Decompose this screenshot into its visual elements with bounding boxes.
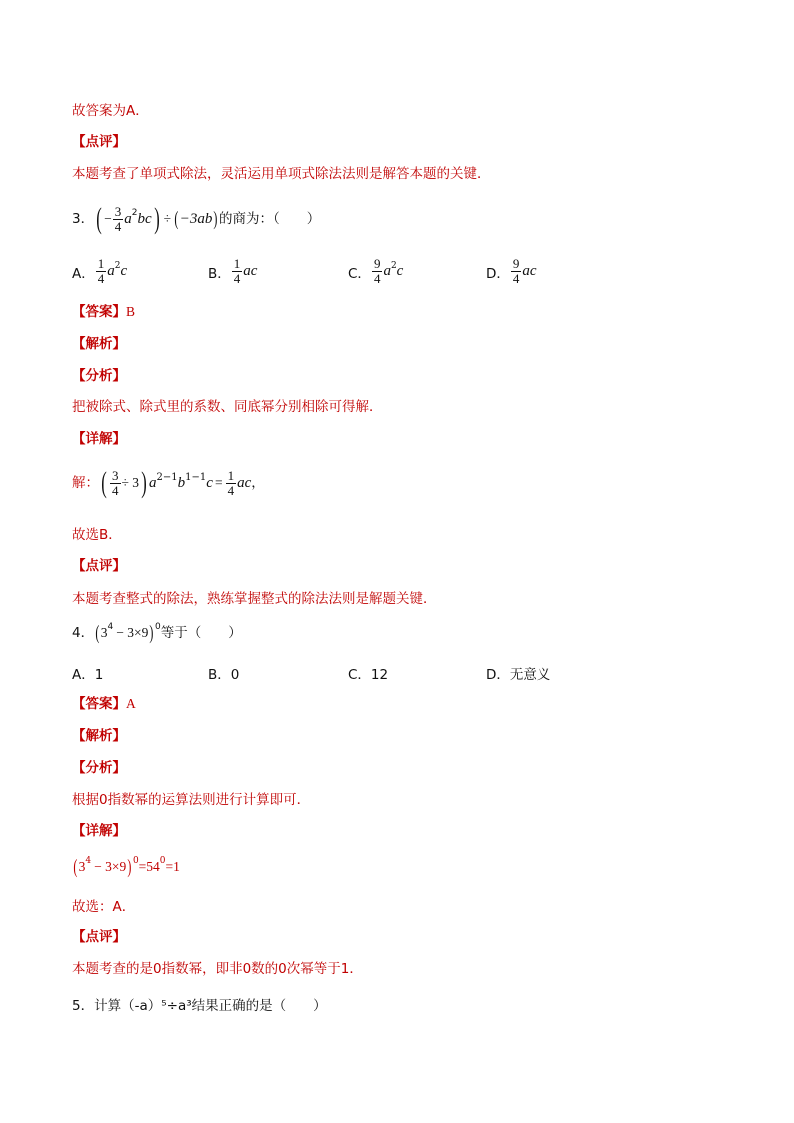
option-tail: c (120, 263, 128, 279)
q3-minus: − (104, 211, 112, 226)
q3-solution (72, 468, 265, 498)
paren-right: ) (153, 202, 160, 235)
q3-tail: 的商为：（ ） (219, 211, 321, 227)
sol-a-exp: 2−1 (156, 472, 178, 483)
q3-number: 3． (72, 211, 95, 227)
option-tail: c (396, 263, 404, 279)
sol-result-var: ac (237, 475, 252, 491)
option-var: a (107, 263, 115, 279)
analysis-tag: 【解析】 (72, 336, 126, 352)
question-3 (72, 204, 320, 234)
q4-tail: 等于（ ） (160, 625, 242, 641)
q4-fenxi-text: 根据0指数幂的运算法则进行计算即可． (72, 792, 311, 808)
q3-comment-tag: 【点评】 (72, 558, 126, 574)
sol-div: ÷ 3 (121, 475, 140, 490)
frac-num: 3 (112, 467, 119, 483)
sol-b: b (177, 475, 186, 491)
previous-answer-line: 故答案为A． (72, 103, 149, 119)
option-var: a (383, 263, 391, 279)
paren-right: ) (141, 466, 147, 499)
detail-tag: 【详解】 (72, 431, 126, 447)
q3-choose: 故选B． (72, 527, 122, 543)
option-label: B． (208, 265, 231, 282)
q3-divisor: −3ab (179, 211, 213, 227)
answer-tag: 【答案】 (72, 304, 126, 320)
eq-base-exp: 4 (85, 856, 92, 866)
q3-option-b (208, 257, 257, 286)
previous-comment-text: 本题考查了单项式除法，灵活运用单项式除法法则是解答本题的关键． (72, 166, 491, 182)
sol-a: a (149, 475, 157, 491)
eq-part1: =54 (138, 859, 160, 874)
q3-answer-line (72, 303, 135, 321)
q3-fraction (113, 205, 124, 234)
paren-left: ( (73, 856, 78, 878)
eq-inner: − 3×9 (94, 859, 127, 874)
q3-option-d (486, 257, 537, 286)
question-5: 5．计算（-a）⁵÷a³结果正确的是（ ） (72, 998, 327, 1014)
q3-exp: 2 (131, 208, 138, 218)
paren-left: ( (95, 622, 100, 644)
frac-den: 4 (233, 271, 241, 286)
q3-div: ÷ (163, 211, 172, 226)
q3-fenxi-text: 把被除式、除式里的系数、同底幂分别相除可得解． (72, 399, 383, 415)
q4-number: 4． (72, 625, 95, 641)
q3-comment-text: 本题考查整式的除法，熟练掌握整式的除法法则是解题关键． (72, 591, 437, 607)
q4-base: 3 (100, 625, 108, 640)
eq-outer-exp: 0 (132, 856, 139, 866)
q4-choose (72, 898, 135, 916)
solution-prefix: 解： (72, 475, 99, 491)
q4-option-c: C．12 (348, 667, 389, 683)
q4-option-b: B．0 (208, 667, 240, 683)
comment-tag: 【点评】 (72, 134, 126, 150)
q3-frac-den: 4 (114, 218, 122, 234)
answer-tag: 【答案】 (72, 696, 126, 712)
option-var: ac (522, 263, 537, 279)
sol-b-exp: 1−1 (185, 472, 207, 483)
sol-comma: ， (251, 475, 265, 491)
frac-den: 4 (97, 271, 105, 286)
frac-den: 4 (373, 271, 381, 286)
frac-den: 4 (112, 482, 119, 498)
question-4 (72, 624, 242, 642)
paren-left: ( (96, 202, 102, 235)
option-exp: 2 (114, 260, 121, 271)
q4-option-a: A．1 (72, 667, 104, 683)
q3-option-a (72, 257, 127, 286)
q4-fenxi-tag: 【分析】 (72, 760, 126, 776)
frac-num: 1 (97, 256, 105, 271)
q4-outer-exp: 0 (155, 622, 161, 632)
q3-var-bc: bc (137, 211, 152, 227)
frac-num: 9 (512, 256, 520, 271)
q4-comment-tag: 【点评】 (72, 929, 126, 945)
q3-option-c (348, 257, 403, 286)
choose-value: A． (112, 899, 136, 915)
frac-num: 1 (227, 467, 235, 483)
option-exp: 2 (390, 260, 397, 271)
answer-value: A (126, 696, 136, 711)
q4-detail-equation (72, 858, 180, 876)
q4-option-d: D．无意义 (486, 667, 551, 683)
option-fraction (232, 257, 243, 286)
fenxi-tag: 【分析】 (72, 368, 126, 384)
eq-base: 3 (78, 859, 86, 874)
eq-part2: =1 (165, 859, 180, 874)
paren-right-2: ) (213, 208, 218, 230)
option-fraction (511, 257, 522, 286)
sol-result-fraction (226, 469, 237, 498)
option-label: D． (486, 265, 510, 282)
option-label: A． (72, 265, 95, 282)
paren-right: ) (149, 622, 154, 644)
sol-eq: = (214, 475, 223, 490)
answer-value: B (126, 304, 136, 319)
q4-inner: − 3×9 (116, 625, 149, 640)
sol-c: c (206, 475, 213, 491)
choose-prefix: 故选： (72, 899, 113, 915)
frac-den: 4 (227, 482, 235, 498)
q3-var-a: a (124, 211, 132, 227)
eq-exp: 0 (159, 856, 166, 866)
frac-num: 1 (233, 256, 241, 271)
frac-den: 4 (512, 271, 520, 286)
option-label: C． (348, 265, 371, 282)
option-fraction (372, 257, 383, 286)
q4-detail-tag: 【详解】 (72, 823, 126, 839)
frac-num: 9 (373, 256, 381, 271)
option-var: ac (243, 263, 258, 279)
q3-frac-num: 3 (114, 203, 122, 219)
q4-base-exp: 4 (107, 622, 114, 632)
paren-left-2: ( (174, 208, 179, 230)
q4-answer-line (72, 695, 136, 713)
paren-left: ( (101, 466, 107, 499)
q4-comment-text: 本题考查的是0指数幂，即非0数的0次幂等于1． (72, 961, 363, 977)
q4-analysis-tag: 【解析】 (72, 728, 126, 744)
option-fraction (96, 257, 107, 286)
sol-fraction (110, 469, 121, 498)
paren-right: ) (127, 856, 132, 878)
